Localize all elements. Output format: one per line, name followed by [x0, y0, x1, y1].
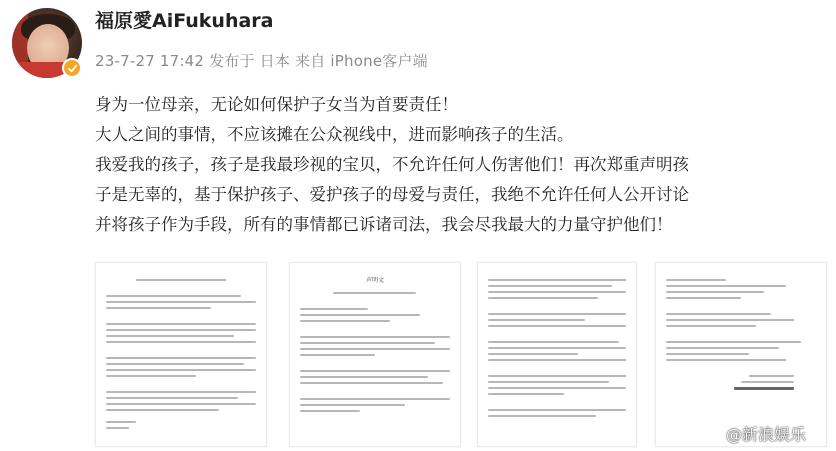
watermark-text: @新浪娱乐 [726, 425, 807, 444]
post-line: 大人之间的事情，不应该摊在公众视线中，进而影响孩子的生活。 [95, 125, 574, 144]
user-name[interactable]: 福原愛AiFukuhara [95, 10, 274, 32]
post-line: 身为一位母亲，无论如何保护子女当为首要责任！ [95, 95, 458, 114]
avatar[interactable] [12, 8, 82, 78]
post-text [95, 90, 830, 240]
verified-badge-icon [62, 58, 82, 78]
statement-image-2[interactable] [289, 262, 461, 447]
post-meta: 23-7-27 17:42 发布于 日本 来自 iPhone客户端 [95, 52, 428, 70]
statement-title: 声明文 [365, 277, 384, 284]
post-line: 我爱我的孩子，孩子是我最珍视的宝贝，不允许任何人伤害他们！再次郑重声明孩 [95, 155, 689, 174]
weibo-icon [700, 424, 722, 444]
post-images [95, 262, 830, 447]
post-line: 子是无辜的，基于保护孩子、爱护孩子的母爱与责任，我绝不允许任何人公开讨论 [95, 185, 689, 204]
statement-image-4[interactable] [655, 262, 827, 447]
post-line: 并将孩子作为手段，所有的事情都已诉诸司法，我会尽我最大的力量守护他们！ [95, 215, 673, 234]
statement-image-3[interactable] [477, 262, 637, 447]
watermark [700, 422, 806, 445]
statement-image-1[interactable] [95, 262, 267, 447]
